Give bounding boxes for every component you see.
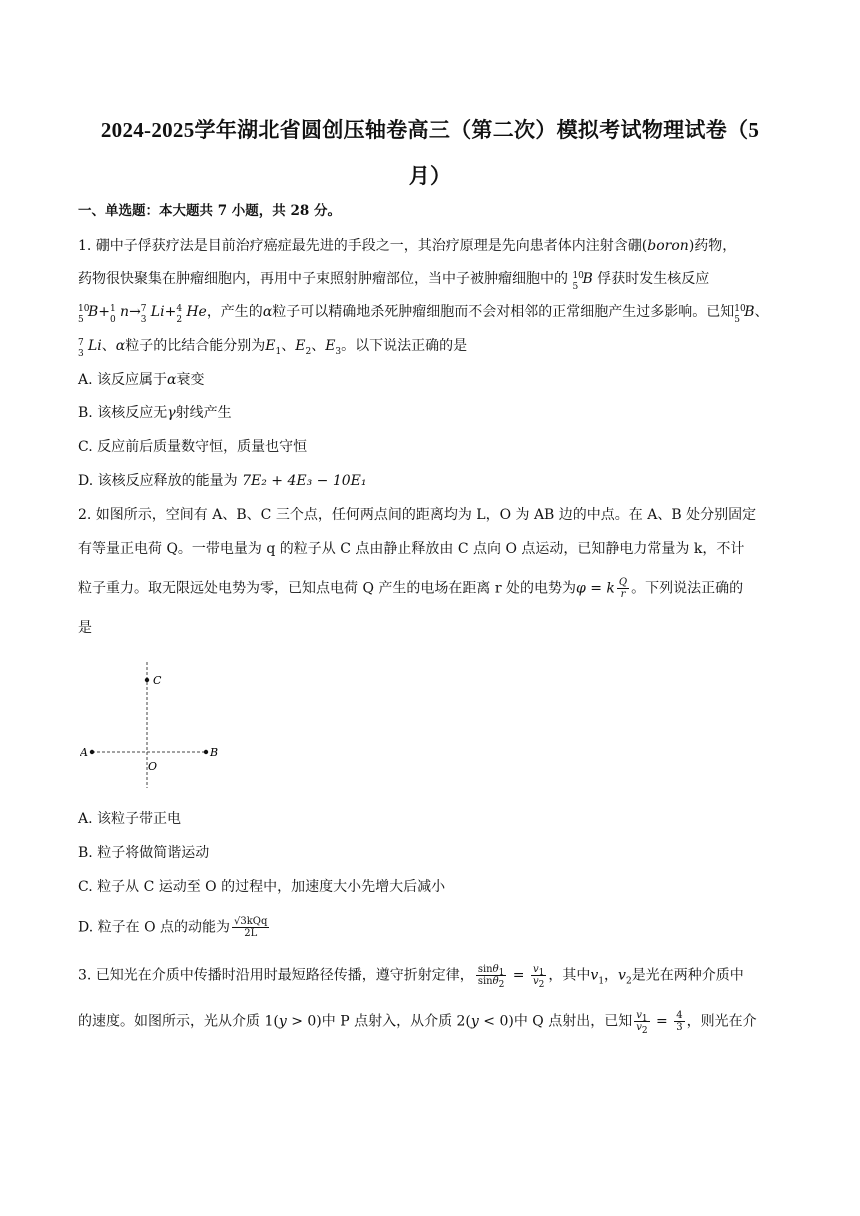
q1-option-a: A. 该反应属于α衰变 [78,372,205,388]
q1-option-c: C. 反应前后质量数守恒，质量也守恒 [78,439,308,455]
q2-option-d: D. 粒子在 O 点的动能为 $\frac{\text{√3kQq}}{2L}$ [78,916,268,939]
point-a [90,750,94,754]
charge-diagram [80,658,220,798]
label-a: A [80,746,88,759]
q2-stem-line2: 有等量正电荷 Q。一带电量为 q 的粒子从 C 点由静止释放由 C 点向 O 点运动，已知静电力常量为 k，不计 [78,541,745,557]
label-o: O [148,760,158,773]
label-c: C [153,674,162,687]
page-title: 2024-2025学年湖北省圆创压轴卷高三（第二次）模拟考试物理试卷（5 [100,118,760,142]
point-c [145,678,149,682]
q2-option-a: A. 该粒子带正电 [78,811,182,827]
label-b: B [210,746,219,759]
q1-option-d: D. 该核反应释放的能量为 7E₂ + 4E₃ − 10E₁ [78,473,367,489]
page-title-continued: 月） [408,164,452,188]
q1-stem-line3: 10 5 B+ 1 0 n→ 7 3 Li+ 4 2 He，产生的α粒子可以精确地杀死肿瘤细胞而不会对相邻的正常细胞产生过多影响。已知 10 5 B、 [78,304,769,325]
q2-stem-line3: 粒子重力。取无限远处电势为零，已知点电荷 Q 产生的电场在距离 r 处的电势为φ = k $\frac{Q}{r}$ 。下列说法正确的 [78,577,744,600]
q2-option-b: B. 粒子将做简谐运动 [78,845,210,861]
point-b [204,750,208,754]
q2-stem-line4: 是 [78,620,92,636]
q3-stem-line2: 的速度。如图所示，光从介质 1(y > 0)中 P 点射入，从介质 2(y < 0)中 Q 点射出，已知 $\frac{v_1}{v_2}$ = $\frac{4}{3}$ ，则光在介 [78,1010,757,1036]
q1-stem-line2: 药物很快聚集在肿瘤细胞内，再用中子束照射肿瘤部位，当中子被肿瘤细胞中的 10 5 B 俘获时发生核反应 [78,271,710,292]
q1-stem-line1: 1. 硼中子俘获疗法是目前治疗癌症最先进的手段之一，其治疗原理是先向患者体内注射含硼(boron)药物， [78,238,737,254]
q1-stem-line4: 7 3 Li、α粒子的比结合能分别为$E_1$、$E_2$、$E_3$。以下说法正确的是 [78,338,468,359]
q2-option-c: C. 粒子从 C 运动至 O 的过程中，加速度大小先增大后减小 [78,879,446,895]
q3-stem-line1: 3. 已知光在介质中传播时沿用时最短路径传播，遵守折射定律， $\frac{\sin\theta_1}{\sin\theta_2}$ = $\frac{v_1}{v_2}$ ，其中$v_1$，$v_2$是光在两种介质中 [78,964,744,990]
section-heading: 一、单选题：本大题共 7 小题，共 28 分。 [78,203,341,219]
q2-stem-line1: 2. 如图所示，空间有 A、B、C 三个点，任何两点间的距离均为 L，O 为 AB 边的中点。在 A、B 处分别固定 [78,507,757,523]
q1-option-b: B. 该核反应无γ射线产生 [78,405,232,421]
